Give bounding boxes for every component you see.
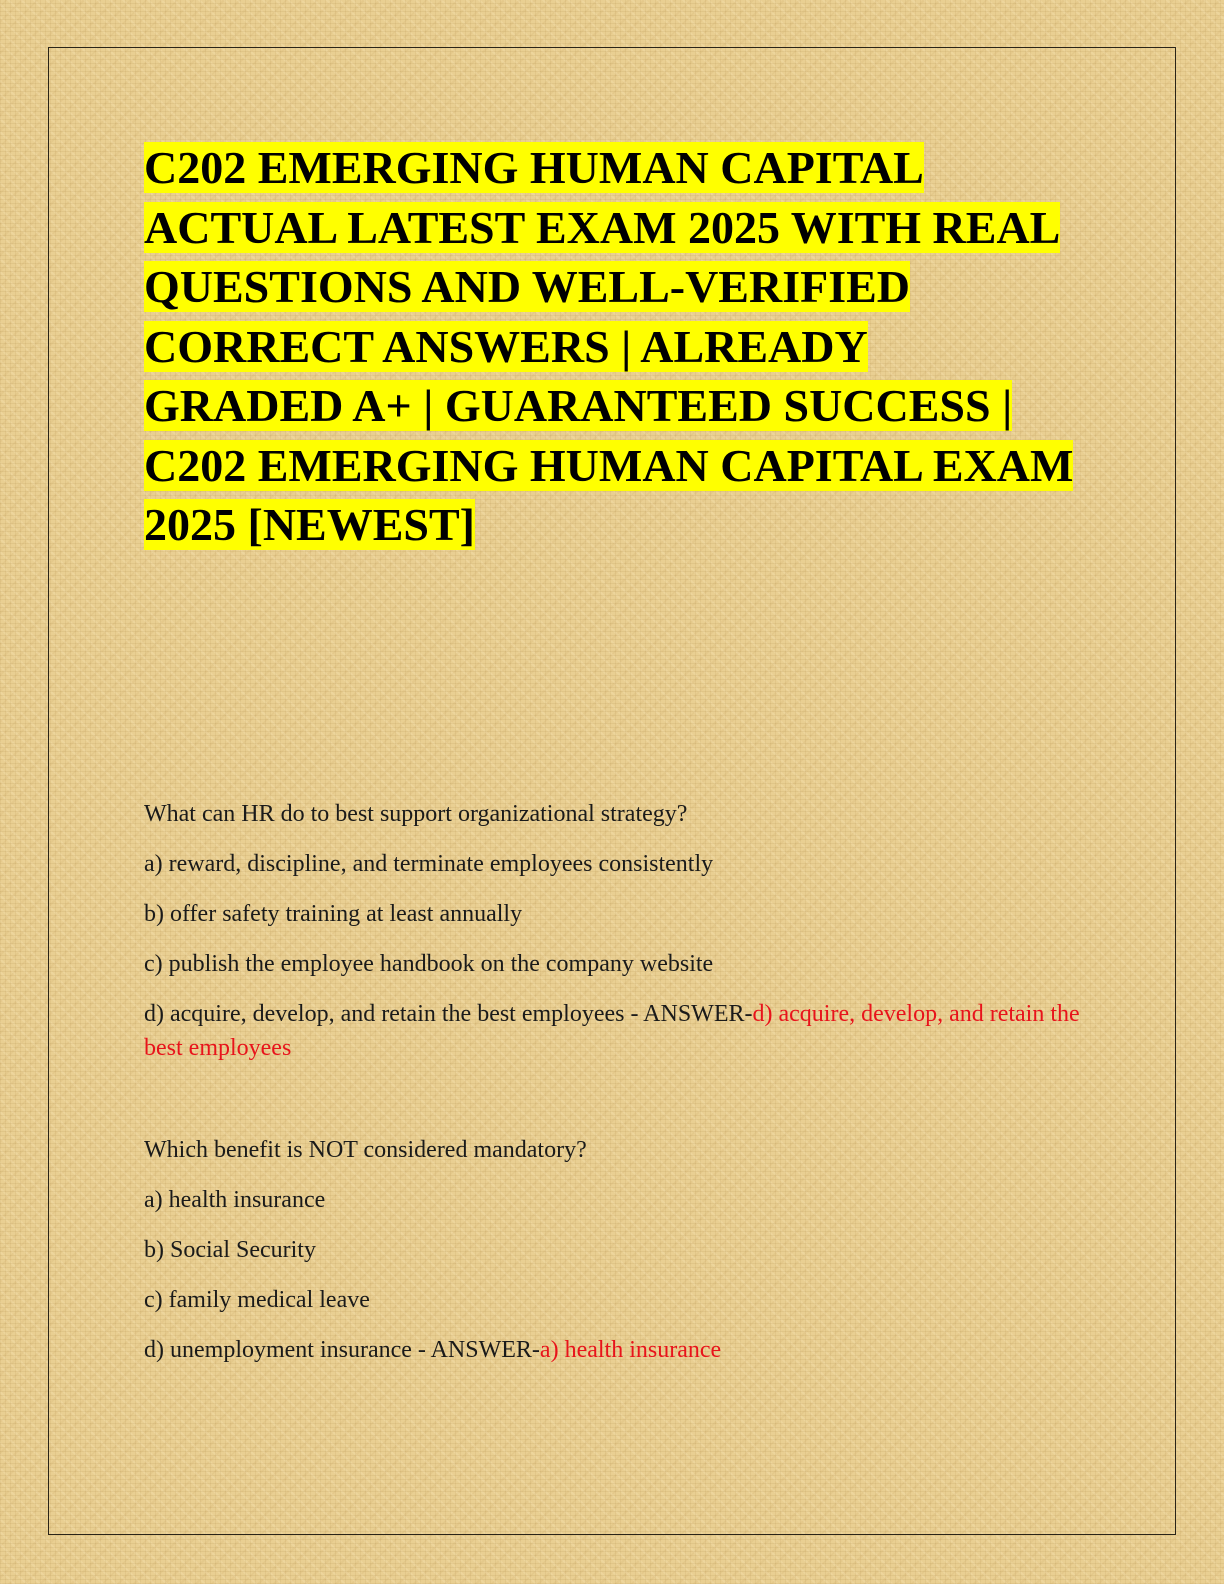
question-block-2	[144, 1133, 1084, 1367]
question-block-1	[144, 797, 1084, 1065]
option-b: b) offer safety training at least annually	[144, 901, 523, 927]
option-b: b) Social Security	[144, 1237, 316, 1263]
question-text: Which benefit is NOT considered mandatory?	[144, 1137, 587, 1163]
option-d-with-answer	[144, 1333, 1084, 1367]
option-c: c) family medical leave	[144, 1287, 370, 1313]
option-a: a) reward, discipline, and terminate employees consistently	[144, 851, 714, 877]
option-d: d) acquire, develop, and retain the best employees - ANSWER-	[144, 1001, 753, 1027]
correct-answer: d) acquire, develop, and retain the best employees	[144, 1001, 1080, 1061]
correct-answer: a) health insurance	[539, 1337, 722, 1363]
document-title	[144, 138, 1074, 555]
option-c: c) publish the employee handbook on the company website	[144, 951, 714, 977]
option-a: a) health insurance	[144, 1187, 326, 1213]
question-text: What can HR do to best support organizational strategy?	[144, 801, 688, 827]
title-highlight: C202 EMERGING HUMAN CAPITAL ACTUAL LATEST EXAM 2025 WITH REAL QUESTIONS AND WELL-VERIFIED CORRECT ANSWERS | ALREADY GRADED A+ | GUARANTEED SUCCESS | C202 EMERGING HUMAN CAPITAL EXAM 2025 [NEWEST]	[144, 142, 1074, 550]
option-d: d) unemployment insurance - ANSWER-	[144, 1337, 540, 1363]
option-d-with-answer	[144, 997, 1084, 1065]
